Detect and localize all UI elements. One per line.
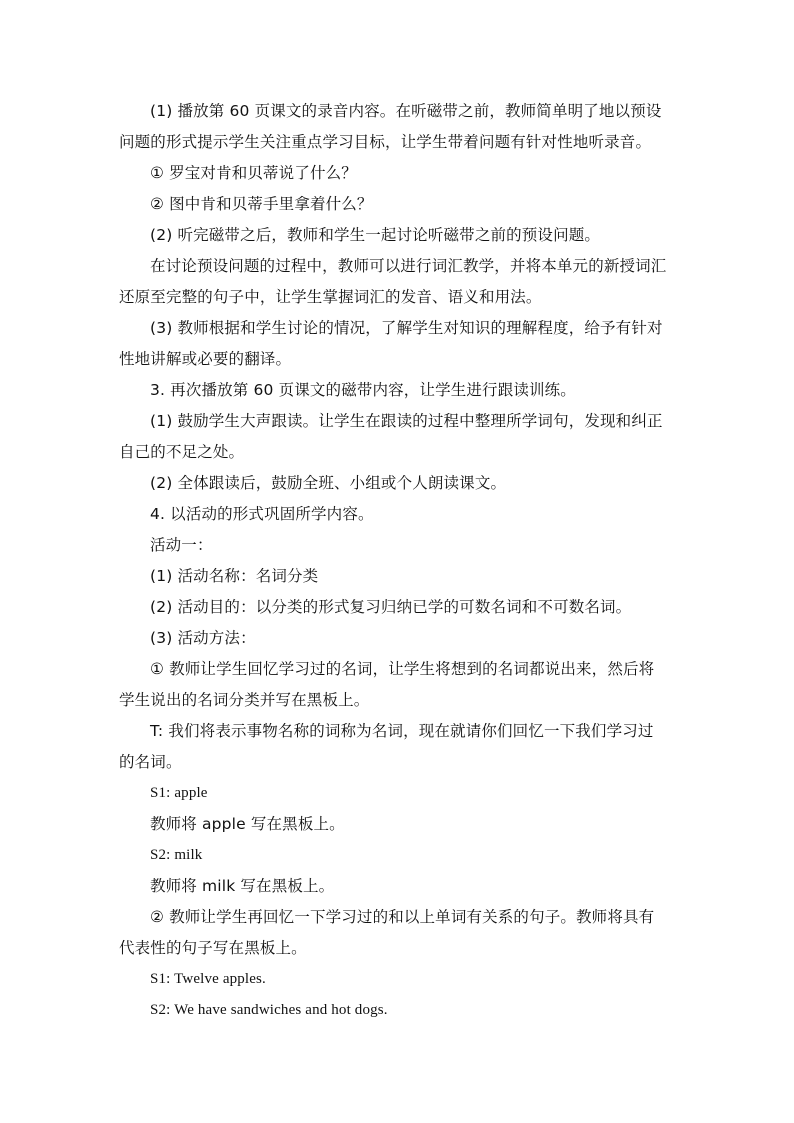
text-line: S1: Twelve apples. xyxy=(150,971,266,987)
text-line: ② 图中肯和贝蒂手里拿着什么？ xyxy=(150,195,373,213)
text-line: 代表性的句子写在黑板上。 xyxy=(119,939,307,957)
text-line: 活动一： xyxy=(150,536,213,554)
text-line: 自己的不足之处。 xyxy=(119,443,245,461)
text-line: (2) 活动目的：以分类的形式复习归纳已学的可数名词和不可数名词。 xyxy=(150,598,632,616)
text-line: 性地讲解或必要的翻译。 xyxy=(119,350,292,368)
text-line: (1) 鼓励学生大声跟读。让学生在跟读的过程中整理所学词句，发现和纠正 xyxy=(150,412,663,430)
text-line: T: 我们将表示事物名称的词称为名词，现在就请你们回忆一下我们学习过 xyxy=(150,722,654,740)
text-line: 教师将 apple 写在黑板上。 xyxy=(150,815,345,833)
text-line: (3) 教师根据和学生讨论的情况，了解学生对知识的理解程度，给予有针对 xyxy=(150,319,663,337)
text-line: 教师将 milk 写在黑板上。 xyxy=(150,877,335,895)
text-line: 4. 以活动的形式巩固所学内容。 xyxy=(150,505,374,523)
text-line: (2) 全体跟读后，鼓励全班、小组或个人朗读课文。 xyxy=(150,474,507,492)
text-line: 还原至完整的句子中，让学生掌握词汇的发音、语义和用法。 xyxy=(119,288,542,306)
text-line: S2: We have sandwiches and hot dogs. xyxy=(150,1002,388,1018)
text-line: ① 罗宝对肯和贝蒂说了什么？ xyxy=(150,164,357,182)
text-line: 在讨论预设问题的过程中，教师可以进行词汇教学，并将本单元的新授词汇 xyxy=(150,257,667,275)
text-line: S2: milk xyxy=(150,847,203,863)
text-line: 问题的形式提示学生关注重点学习目标，让学生带着问题有针对性地听录音。 xyxy=(119,133,652,151)
text-line: (2) 听完磁带之后，教师和学生一起讨论听磁带之前的预设问题。 xyxy=(150,226,601,244)
text-line: 学生说出的名词分类并写在黑板上。 xyxy=(119,691,370,709)
text-line: 的名词。 xyxy=(119,753,182,771)
text-line: 3. 再次播放第 60 页课文的磁带内容，让学生进行跟读训练。 xyxy=(150,381,576,399)
text-line: ② 教师让学生再回忆一下学习过的和以上单词有关系的句子。教师将具有 xyxy=(150,908,655,926)
text-line: (1) 活动名称：名词分类 xyxy=(150,567,319,585)
text-line: (3) 活动方法： xyxy=(150,629,256,647)
text-line: ① 教师让学生回忆学习过的名词，让学生将想到的名词都说出来，然后将 xyxy=(150,660,655,678)
text-line: S1: apple xyxy=(150,785,208,801)
text-line: (1) 播放第 60 页课文的录音内容。在听磁带之前，教师简单明了地以预设 xyxy=(150,102,662,120)
document-body xyxy=(119,96,679,1026)
